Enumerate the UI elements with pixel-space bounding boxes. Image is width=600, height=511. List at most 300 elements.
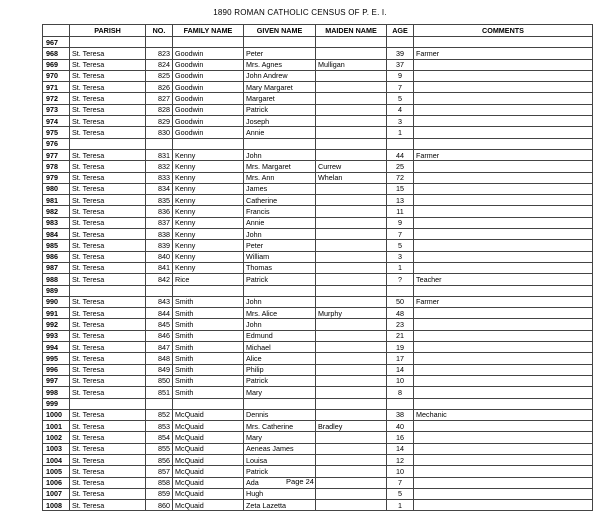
maiden-name-cell [316,319,387,330]
table-row [43,285,593,296]
parish-cell: St. Teresa [70,240,146,251]
maiden-name-cell [316,375,387,386]
age-cell: 39 [387,48,414,59]
comments-cell: Teacher [414,274,593,285]
census-rows [43,37,593,511]
family-name-cell: Goodwin [173,93,244,104]
maiden-name-cell [316,466,387,477]
number-cell: 826 [146,82,173,93]
row-index: 990 [43,296,70,307]
row-index: 996 [43,364,70,375]
comments-cell [414,229,593,240]
number-cell [146,398,173,409]
family-name-cell: Kenny [173,149,244,160]
family-name-cell: Kenny [173,251,244,262]
given-name-cell: Mrs. Margaret [244,161,316,172]
row-index: 982 [43,206,70,217]
comments-cell [414,138,593,149]
table-row [43,217,593,228]
maiden-name-cell [316,183,387,194]
given-name-cell: Philip [244,364,316,375]
row-index: 977 [43,149,70,160]
number-cell [146,37,173,48]
row-index: 989 [43,285,70,296]
comments-cell [414,342,593,353]
given-name-cell [244,37,316,48]
maiden-name-cell [316,353,387,364]
comments-cell [414,70,593,81]
family-name-cell: Smith [173,353,244,364]
parish-cell: St. Teresa [70,409,146,420]
row-index: 970 [43,70,70,81]
maiden-name-cell [316,229,387,240]
family-name-cell: Smith [173,319,244,330]
given-name-cell: Patrick [244,375,316,386]
table-row [43,82,593,93]
parish-cell: St. Teresa [70,488,146,499]
maiden-name-cell [316,387,387,398]
table-row [43,387,593,398]
maiden-name-cell [316,116,387,127]
row-index: 991 [43,308,70,319]
row-index: 983 [43,217,70,228]
page-number: Page 24 [286,477,314,486]
given-name-cell: Patrick [244,274,316,285]
number-cell: 834 [146,183,173,194]
table-row [43,149,593,160]
row-index: 976 [43,138,70,149]
family-name-cell: Goodwin [173,116,244,127]
table-row [43,172,593,183]
age-cell: 5 [387,93,414,104]
comments-cell [414,443,593,454]
parish-cell: St. Teresa [70,206,146,217]
table-row [43,296,593,307]
row-index: 1005 [43,466,70,477]
family-name-cell: Goodwin [173,82,244,93]
number-cell: 856 [146,454,173,465]
number-cell [146,138,173,149]
parish-cell: St. Teresa [70,477,146,488]
table-row [43,104,593,115]
comments-cell [414,308,593,319]
given-name-cell: Edmund [244,330,316,341]
maiden-name-cell: Murphy [316,308,387,319]
maiden-name-cell [316,195,387,206]
family-name-cell: Kenny [173,206,244,217]
comments-cell: Mechanic [414,409,593,420]
table-row [43,116,593,127]
given-name-cell: Annie [244,217,316,228]
row-index: 985 [43,240,70,251]
given-name-cell: Joseph [244,116,316,127]
given-name-cell: Mrs. Ann [244,172,316,183]
number-cell: 835 [146,195,173,206]
age-cell: 3 [387,116,414,127]
given-name-cell: John [244,149,316,160]
row-index: 975 [43,127,70,138]
age-cell: 7 [387,82,414,93]
row-index: 980 [43,183,70,194]
row-index: 972 [43,93,70,104]
maiden-name-cell: Currew [316,161,387,172]
parish-cell [70,398,146,409]
comments-cell [414,330,593,341]
age-cell: 23 [387,319,414,330]
maiden-name-cell [316,37,387,48]
number-cell: 853 [146,421,173,432]
number-cell: 841 [146,262,173,273]
header-age: AGE [387,25,414,37]
parish-cell: St. Teresa [70,387,146,398]
given-name-cell [244,285,316,296]
comments-cell [414,466,593,477]
parish-cell: St. Teresa [70,48,146,59]
number-cell: 848 [146,353,173,364]
comments-cell [414,217,593,228]
row-index: 978 [43,161,70,172]
maiden-name-cell [316,364,387,375]
maiden-name-cell [316,454,387,465]
family-name-cell: McQuaid [173,500,244,511]
table-row [43,454,593,465]
age-cell: 17 [387,353,414,364]
table-row [43,161,593,172]
given-name-cell: Aeneas James [244,443,316,454]
given-name-cell: John [244,319,316,330]
parish-cell: St. Teresa [70,149,146,160]
age-cell: 37 [387,59,414,70]
row-index: 992 [43,319,70,330]
row-index: 999 [43,398,70,409]
parish-cell: St. Teresa [70,93,146,104]
age-cell: 14 [387,364,414,375]
table-row [43,443,593,454]
parish-cell: St. Teresa [70,104,146,115]
table-row [43,93,593,104]
family-name-cell: McQuaid [173,466,244,477]
family-name-cell: Kenny [173,183,244,194]
maiden-name-cell: Bradley [316,421,387,432]
header-family-name: FAMILY NAME [173,25,244,37]
comments-cell [414,240,593,251]
given-name-cell: Zeta Lazetta [244,500,316,511]
family-name-cell: Kenny [173,195,244,206]
maiden-name-cell [316,330,387,341]
given-name-cell: Peter [244,48,316,59]
row-index: 988 [43,274,70,285]
number-cell: 833 [146,172,173,183]
row-index: 1003 [43,443,70,454]
row-index: 979 [43,172,70,183]
family-name-cell: Kenny [173,217,244,228]
comments-cell [414,285,593,296]
parish-cell: St. Teresa [70,500,146,511]
family-name-cell: Kenny [173,161,244,172]
family-name-cell: Smith [173,308,244,319]
given-name-cell: Louisa [244,454,316,465]
number-cell: 832 [146,161,173,172]
age-cell: 12 [387,454,414,465]
number-cell: 857 [146,466,173,477]
parish-cell: St. Teresa [70,342,146,353]
parish-cell: St. Teresa [70,229,146,240]
comments-cell [414,500,593,511]
maiden-name-cell [316,500,387,511]
age-cell: 8 [387,387,414,398]
table-row [43,37,593,48]
given-name-cell: John [244,296,316,307]
number-cell: 827 [146,93,173,104]
comments-cell [414,387,593,398]
comments-cell: Farmer [414,48,593,59]
table-row [43,59,593,70]
number-cell: 851 [146,387,173,398]
age-cell: 1 [387,500,414,511]
given-name-cell: Michael [244,342,316,353]
family-name-cell: Kenny [173,262,244,273]
family-name-cell [173,37,244,48]
maiden-name-cell [316,240,387,251]
maiden-name-cell [316,149,387,160]
row-index: 981 [43,195,70,206]
maiden-name-cell [316,138,387,149]
table-row [43,342,593,353]
parish-cell: St. Teresa [70,217,146,228]
table-row [43,274,593,285]
family-name-cell: Goodwin [173,70,244,81]
maiden-name-cell [316,274,387,285]
parish-cell: St. Teresa [70,421,146,432]
family-name-cell: Kenny [173,240,244,251]
parish-cell: St. Teresa [70,330,146,341]
number-cell: 850 [146,375,173,386]
page-title: 1890 ROMAN CATHOLIC CENSUS OF P. E. I. [213,8,387,17]
header-comments: COMMENTS [414,25,593,37]
parish-cell: St. Teresa [70,274,146,285]
parish-cell: St. Teresa [70,161,146,172]
row-index: 986 [43,251,70,262]
comments-cell [414,161,593,172]
comments-cell [414,195,593,206]
row-index: 973 [43,104,70,115]
number-cell: 839 [146,240,173,251]
given-name-cell: Mrs. Agnes [244,59,316,70]
given-name-cell: Mary Margaret [244,82,316,93]
given-name-cell: Peter [244,240,316,251]
row-index: 969 [43,59,70,70]
parish-cell: St. Teresa [70,251,146,262]
maiden-name-cell [316,104,387,115]
age-cell: 44 [387,149,414,160]
comments-cell [414,183,593,194]
given-name-cell: Francis [244,206,316,217]
given-name-cell: John Andrew [244,70,316,81]
table-row [43,364,593,375]
row-index: 1007 [43,488,70,499]
table-row [43,432,593,443]
maiden-name-cell [316,432,387,443]
parish-cell: St. Teresa [70,59,146,70]
given-name-cell: Mary [244,387,316,398]
age-cell: 21 [387,330,414,341]
family-name-cell: McQuaid [173,488,244,499]
number-cell: 836 [146,206,173,217]
row-index: 997 [43,375,70,386]
family-name-cell: Goodwin [173,104,244,115]
age-cell [387,285,414,296]
parish-cell: St. Teresa [70,364,146,375]
number-cell: 860 [146,500,173,511]
family-name-cell: McQuaid [173,454,244,465]
given-name-cell: Mrs. Catherine [244,421,316,432]
table-row [43,500,593,511]
row-index: 998 [43,387,70,398]
number-cell: 828 [146,104,173,115]
row-index: 967 [43,37,70,48]
comments-cell [414,398,593,409]
comments-cell [414,364,593,375]
parish-cell: St. Teresa [70,353,146,364]
number-cell: 824 [146,59,173,70]
row-index: 968 [43,48,70,59]
maiden-name-cell [316,296,387,307]
parish-cell: St. Teresa [70,454,146,465]
maiden-name-cell [316,251,387,262]
parish-cell: St. Teresa [70,262,146,273]
age-cell: 7 [387,229,414,240]
family-name-cell: McQuaid [173,421,244,432]
given-name-cell [244,138,316,149]
parish-cell: St. Teresa [70,116,146,127]
row-index: 995 [43,353,70,364]
maiden-name-cell [316,342,387,353]
family-name-cell: Rice [173,274,244,285]
given-name-cell: Patrick [244,466,316,477]
maiden-name-cell [316,93,387,104]
table-row [43,206,593,217]
comments-cell [414,104,593,115]
parish-cell: St. Teresa [70,308,146,319]
family-name-cell: McQuaid [173,432,244,443]
age-cell: 10 [387,466,414,477]
family-name-cell: Smith [173,387,244,398]
comments-cell [414,375,593,386]
table-row [43,308,593,319]
number-cell: 837 [146,217,173,228]
given-name-cell: Annie [244,127,316,138]
family-name-cell: Smith [173,330,244,341]
table-row [43,375,593,386]
number-cell: 846 [146,330,173,341]
header-maiden-name: MAIDEN NAME [316,25,387,37]
table-row [43,353,593,364]
parish-cell: St. Teresa [70,127,146,138]
age-cell: 19 [387,342,414,353]
parish-cell: St. Teresa [70,296,146,307]
given-name-cell [244,398,316,409]
row-index: 987 [43,262,70,273]
maiden-name-cell [316,285,387,296]
comments-cell [414,37,593,48]
age-cell: 10 [387,375,414,386]
header-given-name: GIVEN NAME [244,25,316,37]
number-cell: 840 [146,251,173,262]
age-cell: 7 [387,477,414,488]
row-index: 993 [43,330,70,341]
given-name-cell: James [244,183,316,194]
table-row [43,409,593,420]
row-index: 1001 [43,421,70,432]
age-cell: 40 [387,421,414,432]
family-name-cell: Smith [173,296,244,307]
number-cell [146,285,173,296]
parish-cell: St. Teresa [70,195,146,206]
age-cell: 38 [387,409,414,420]
table-row [43,240,593,251]
given-name-cell: John [244,229,316,240]
table-row [43,466,593,477]
age-cell: 5 [387,488,414,499]
family-name-cell: Goodwin [173,127,244,138]
number-cell: 842 [146,274,173,285]
table-row [43,48,593,59]
age-cell: 1 [387,127,414,138]
given-name-cell: Margaret [244,93,316,104]
maiden-name-cell [316,82,387,93]
parish-cell: St. Teresa [70,432,146,443]
row-index: 1006 [43,477,70,488]
comments-cell [414,127,593,138]
number-cell: 844 [146,308,173,319]
given-name-cell: Patrick [244,104,316,115]
comments-cell [414,488,593,499]
table-row [43,319,593,330]
comments-cell [414,251,593,262]
row-index: 984 [43,229,70,240]
number-cell: 843 [146,296,173,307]
given-name-cell: Ada [244,477,316,488]
age-cell: 9 [387,217,414,228]
header-parish: PARISH [70,25,146,37]
row-index: 1004 [43,454,70,465]
row-index: 994 [43,342,70,353]
table-row [43,262,593,273]
family-name-cell [173,138,244,149]
maiden-name-cell [316,217,387,228]
row-index: 1000 [43,409,70,420]
age-cell: 72 [387,172,414,183]
row-index: 1002 [43,432,70,443]
comments-cell [414,353,593,364]
number-cell: 852 [146,409,173,420]
table-row [43,398,593,409]
family-name-cell: McQuaid [173,477,244,488]
age-cell: 3 [387,251,414,262]
number-cell: 845 [146,319,173,330]
number-cell: 823 [146,48,173,59]
given-name-cell: Alice [244,353,316,364]
given-name-cell: Catherine [244,195,316,206]
maiden-name-cell [316,488,387,499]
number-cell: 849 [146,364,173,375]
maiden-name-cell [316,127,387,138]
number-cell: 829 [146,116,173,127]
parish-cell [70,138,146,149]
maiden-name-cell [316,409,387,420]
maiden-name-cell [316,70,387,81]
number-cell: 847 [146,342,173,353]
